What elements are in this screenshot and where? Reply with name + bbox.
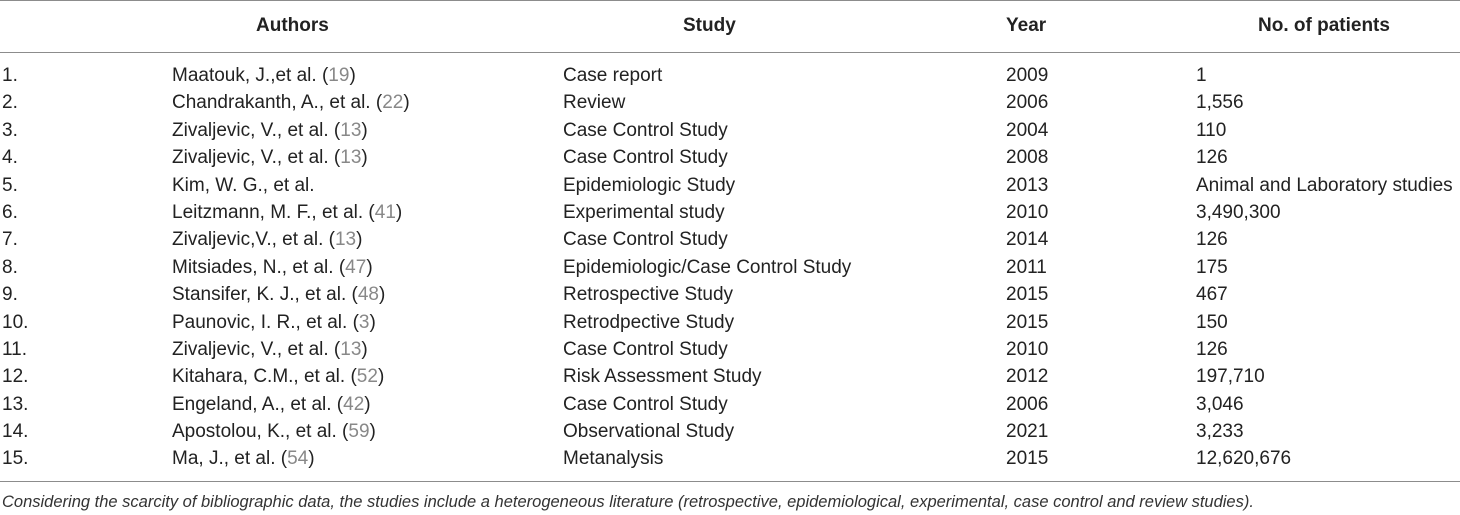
row-number: 8. bbox=[2, 256, 18, 278]
row-number: 4. bbox=[2, 147, 18, 169]
study-cell: Case Control Study bbox=[563, 147, 728, 169]
study-cell: Epidemiologic Study bbox=[563, 174, 736, 196]
year-cell: 2021 bbox=[1006, 421, 1049, 443]
table-header bbox=[0, 0, 1460, 52]
author-name: Kim, W. G., et al. bbox=[172, 174, 315, 196]
patients-cell: 197,710 bbox=[1196, 366, 1265, 388]
author-cell: Zivaljevic, V., et al. (13) bbox=[172, 338, 368, 360]
row-number: 15. bbox=[2, 448, 29, 470]
year-cell: 2004 bbox=[1006, 119, 1049, 141]
reference-link[interactable]: 59 bbox=[348, 421, 370, 443]
study-cell: Retrospective Study bbox=[563, 284, 734, 306]
reference-link[interactable]: 54 bbox=[287, 448, 309, 470]
table-row bbox=[0, 172, 1460, 199]
author-name: Zivaljevic, V., et al. bbox=[172, 119, 329, 141]
row-number: 6. bbox=[2, 201, 18, 223]
reference-link[interactable]: 47 bbox=[345, 256, 367, 278]
table-row bbox=[0, 445, 1460, 472]
table-row bbox=[0, 89, 1460, 116]
table-row bbox=[0, 418, 1460, 445]
author-cell: Ma, J., et al. (54) bbox=[172, 448, 315, 470]
year-cell: 2006 bbox=[1006, 393, 1049, 415]
table-footnote: Considering the scarcity of bibliographic data, the studies include a heterogeneous literature (retrospective, epidemiological, experimental, case control and review studies). bbox=[2, 493, 1254, 511]
header-year: Year bbox=[1006, 15, 1047, 36]
study-cell: Metanalysis bbox=[563, 448, 664, 470]
study-cell: Case report bbox=[563, 65, 663, 86]
header-authors: Authors bbox=[256, 15, 329, 36]
patients-cell: 126 bbox=[1196, 147, 1228, 169]
author-name: Apostolou, K., et al. bbox=[172, 421, 337, 443]
author-name: Kitahara, C.M., et al. bbox=[172, 366, 346, 388]
patients-cell: 12,620,676 bbox=[1196, 448, 1292, 470]
study-cell: Case Control Study bbox=[563, 119, 728, 141]
reference-link[interactable]: 3 bbox=[358, 311, 370, 333]
table-row bbox=[0, 391, 1460, 418]
patients-cell: 126 bbox=[1196, 229, 1228, 251]
reference-link[interactable]: 41 bbox=[374, 201, 396, 223]
table-row bbox=[0, 336, 1460, 363]
row-number: 13. bbox=[2, 393, 29, 415]
patients-cell: 3,233 bbox=[1196, 421, 1244, 443]
reference-link[interactable]: 13 bbox=[334, 229, 357, 251]
row-number: 2. bbox=[2, 92, 18, 114]
row-number: 7. bbox=[2, 229, 18, 251]
table-body bbox=[0, 62, 1460, 473]
study-cell: Case Control Study bbox=[563, 338, 728, 360]
patients-cell: 126 bbox=[1196, 338, 1228, 360]
row-number: 14. bbox=[2, 421, 29, 443]
author-name: Stansifer, K. J., et al. bbox=[172, 284, 347, 306]
year-cell: 2014 bbox=[1006, 229, 1049, 251]
author-cell: Leitzmann, M. F., et al. (41) bbox=[172, 201, 403, 223]
year-cell: 2012 bbox=[1006, 366, 1049, 388]
author-cell: Paunovic, I. R., et al. (3) bbox=[172, 311, 376, 333]
reference-link[interactable]: 13 bbox=[340, 147, 362, 169]
author-name: Paunovic, I. R., et al. bbox=[172, 311, 348, 333]
table-row bbox=[0, 199, 1460, 226]
patients-cell: Animal and Laboratory studies bbox=[1196, 174, 1453, 196]
reference-link[interactable]: 42 bbox=[343, 393, 365, 415]
row-number: 5. bbox=[2, 174, 18, 196]
patients-cell: 110 bbox=[1196, 119, 1227, 141]
author-cell: Zivaljevic, V., et al. (13) bbox=[172, 119, 368, 141]
study-cell: Case Control Study bbox=[563, 229, 728, 251]
row-number: 12. bbox=[2, 366, 29, 388]
table-row bbox=[0, 254, 1460, 281]
row-number: 3. bbox=[2, 119, 18, 141]
patients-cell: 3,490,300 bbox=[1196, 201, 1281, 223]
author-name: Zivaljevic, V., et al. bbox=[172, 147, 329, 169]
patients-cell: 467 bbox=[1196, 284, 1228, 306]
table-row bbox=[0, 226, 1460, 253]
author-cell bbox=[172, 172, 315, 199]
author-name: Leitzmann, M. F., et al. bbox=[172, 201, 364, 223]
year-cell: 2009 bbox=[1006, 65, 1049, 86]
year-cell: 2010 bbox=[1006, 338, 1049, 360]
year-cell: 2013 bbox=[1006, 174, 1049, 196]
reference-link[interactable]: 22 bbox=[382, 92, 404, 114]
patients-cell: 3,046 bbox=[1196, 393, 1244, 415]
author-name: Mitsiades, N., et al. bbox=[172, 256, 334, 278]
header-patients: No. of patients bbox=[1258, 15, 1390, 36]
author-cell: Kitahara, C.M., et al. (52) bbox=[172, 366, 385, 388]
table-row bbox=[0, 117, 1460, 144]
reference-link[interactable]: 13 bbox=[340, 119, 362, 141]
row-number: 9. bbox=[2, 284, 18, 306]
author-cell: Maatouk, J.,et al. (19) bbox=[172, 65, 356, 86]
patients-cell: 1,556 bbox=[1196, 92, 1244, 114]
year-cell: 2015 bbox=[1006, 448, 1049, 470]
reference-link[interactable]: 48 bbox=[357, 284, 379, 306]
year-cell: 2008 bbox=[1006, 147, 1049, 169]
study-cell: Epidemiologic/Case Control Study bbox=[563, 256, 852, 278]
study-cell: Review bbox=[563, 92, 626, 114]
reference-link[interactable]: 19 bbox=[328, 65, 350, 86]
study-cell: Case Control Study bbox=[563, 393, 728, 415]
patients-cell: 1 bbox=[1196, 65, 1207, 86]
study-cell: Experimental study bbox=[563, 201, 725, 223]
table-row bbox=[0, 144, 1460, 171]
author-name: Maatouk, J.,et al. bbox=[172, 65, 317, 86]
reference-link[interactable]: 52 bbox=[356, 366, 378, 388]
year-cell: 2015 bbox=[1006, 311, 1049, 333]
patients-cell: 175 bbox=[1196, 256, 1228, 278]
author-name: Ma, J., et al. bbox=[172, 448, 276, 470]
author-cell: Stansifer, K. J., et al. (48) bbox=[172, 284, 386, 306]
author-name: Chandrakanth, A., et al. bbox=[172, 92, 371, 114]
study-cell: Observational Study bbox=[563, 421, 735, 443]
header-study: Study bbox=[683, 15, 736, 36]
row-number: 1. bbox=[2, 65, 18, 86]
author-cell: Apostolou, K., et al. (59) bbox=[172, 421, 376, 443]
row-number: 10. bbox=[2, 311, 29, 333]
author-cell: Zivaljevic,V., et al. (13) bbox=[172, 229, 363, 251]
study-cell: Retrodpective Study bbox=[563, 311, 735, 333]
year-cell: 2006 bbox=[1006, 92, 1049, 114]
author-cell: Zivaljevic, V., et al. (13) bbox=[172, 147, 368, 169]
table-row bbox=[0, 363, 1460, 390]
author-name: Engeland, A., et al. bbox=[172, 393, 332, 415]
table-row bbox=[0, 62, 1460, 89]
table-row bbox=[0, 281, 1460, 308]
table-row bbox=[0, 309, 1460, 336]
author-name: Zivaljevic, V., et al. bbox=[172, 338, 329, 360]
author-cell: Chandrakanth, A., et al. (22) bbox=[172, 92, 410, 114]
study-cell: Risk Assessment Study bbox=[563, 366, 762, 388]
row-number: 11. bbox=[2, 338, 28, 360]
patients-cell: 150 bbox=[1196, 311, 1228, 333]
table-bottom-rule bbox=[0, 481, 1460, 482]
year-cell: 2015 bbox=[1006, 284, 1049, 306]
reference-link[interactable]: 13 bbox=[340, 338, 362, 360]
author-name: Zivaljevic,V., et al. bbox=[172, 229, 324, 251]
author-cell: Engeland, A., et al. (42) bbox=[172, 393, 371, 415]
table-header-rule bbox=[0, 52, 1460, 53]
year-cell: 2011 bbox=[1006, 256, 1047, 278]
author-cell: Mitsiades, N., et al. (47) bbox=[172, 256, 373, 278]
year-cell: 2010 bbox=[1006, 201, 1049, 223]
